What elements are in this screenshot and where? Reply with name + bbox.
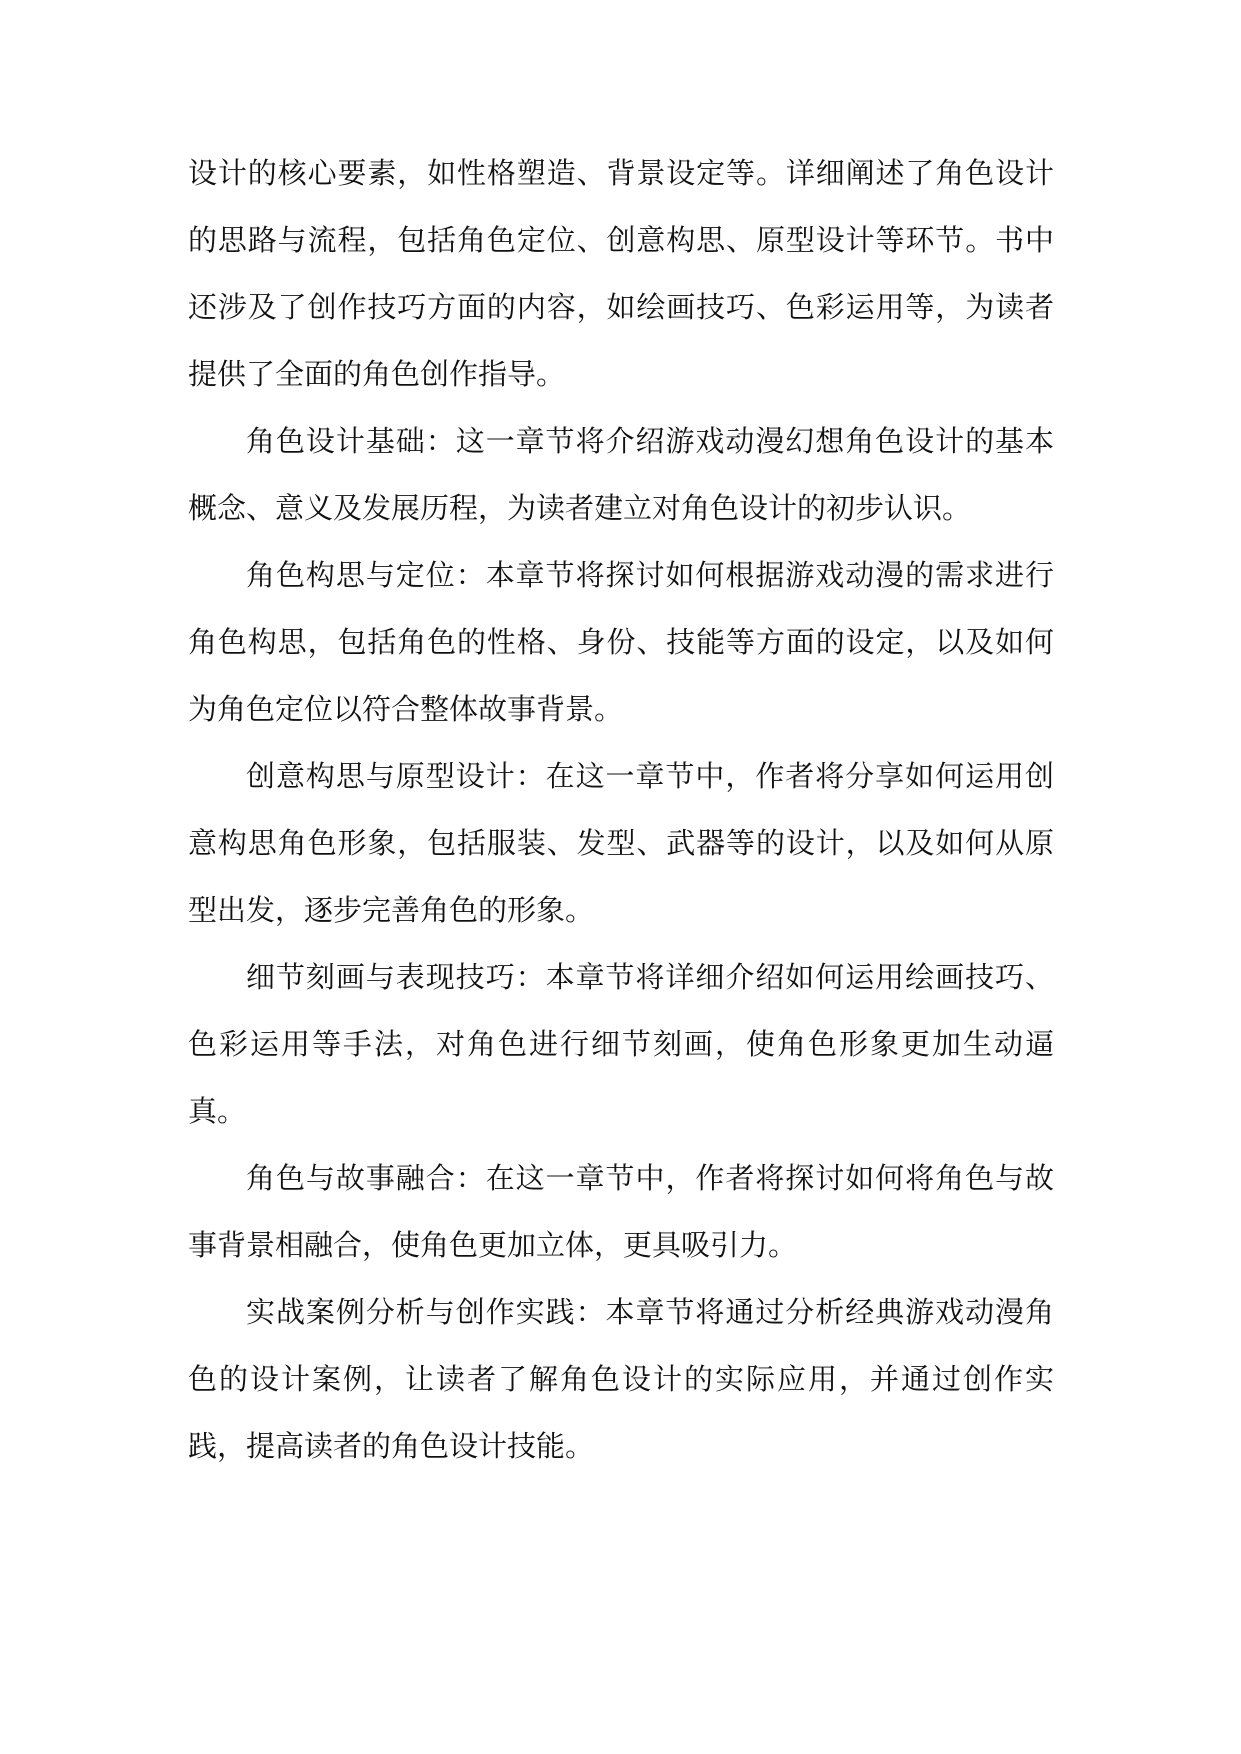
paragraph-case-study-practice: 实战案例分析与创作实践：本章节将通过分析经典游戏动漫角色的设计案例，让读者了解角色设计的实际应用，并通过创作实践，提高读者的角色设计技能。 [188, 1295, 1054, 1463]
paragraph-continuation: 设计的核心要素，如性格塑造、背景设定等。详细阐述了角色设计的思路与流程，包括角色定位、创意构思、原型设计等环节。书中还涉及了创作技巧方面的内容，如绘画技巧、色彩运用等，为读者提供了全面的角色创作指导。 [188, 156, 1054, 391]
paragraph-character-concept-positioning: 角色构思与定位：本章节将探讨如何根据游戏动漫的需求进行角色构思，包括角色的性格、身份、技能等方面的设定，以及如何为角色定位以符合整体故事背景。 [188, 558, 1054, 726]
paragraph-character-story-fusion: 角色与故事融合：在这一章节中，作者将探讨如何将角色与故事背景相融合，使角色更加立体，更具吸引力。 [188, 1161, 1054, 1262]
document-body [188, 140, 1054, 1480]
paragraph-character-design-basics: 角色设计基础：这一章节将介绍游戏动漫幻想角色设计的基本概念、意义及发展历程，为读者建立对角色设计的初步认识。 [188, 424, 1054, 525]
paragraph-detail-techniques: 细节刻画与表现技巧：本章节将详细介绍如何运用绘画技巧、色彩运用等手法，对角色进行细节刻画，使角色形象更加生动逼真。 [188, 960, 1054, 1128]
paragraph-creative-prototype-design: 创意构思与原型设计：在这一章节中，作者将分享如何运用创意构思角色形象，包括服装、发型、武器等的设计，以及如何从原型出发，逐步完善角色的形象。 [188, 759, 1054, 927]
